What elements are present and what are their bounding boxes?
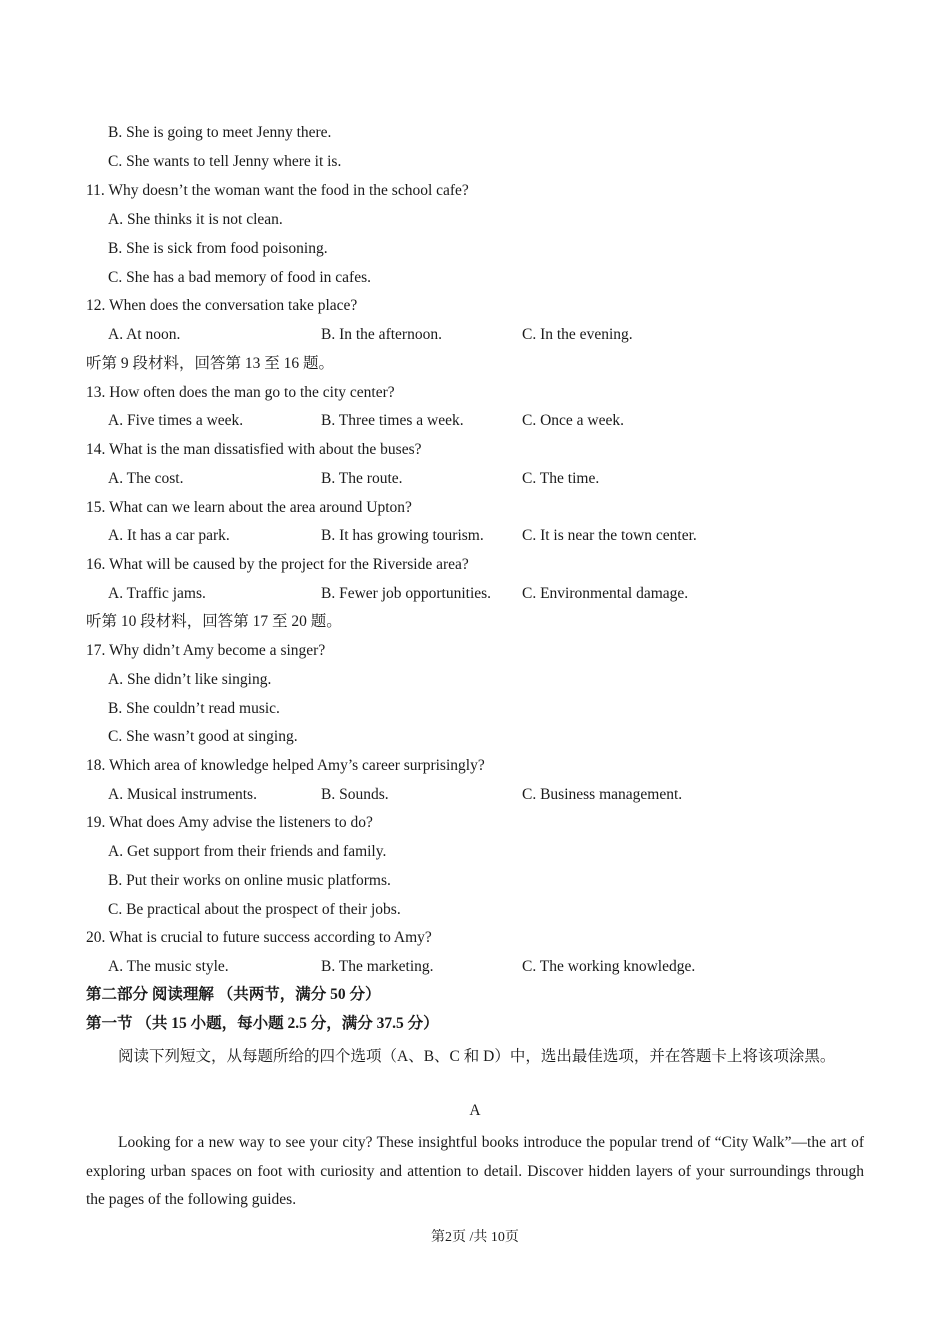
q18-option-a: A. Musical instruments. xyxy=(108,786,257,803)
q11-option-a: A. She thinks it is not clean. xyxy=(108,211,283,228)
q12-option-b: B. In the afternoon. xyxy=(321,326,442,343)
q16-option-b: B. Fewer job opportunities. xyxy=(321,585,492,602)
q13-option-b: B. Three times a week. xyxy=(321,412,464,429)
q19-option-a: A. Get support from their friends and family. xyxy=(108,843,387,860)
part2-heading: 第二部分 阅读理解 （共两节，满分 50 分） xyxy=(86,986,381,1003)
reading-direction: 阅读下列短文，从每题所给的四个选项（A、B、C 和 D）中，选出最佳选项，并在答题卡上将该项涂黑。 xyxy=(118,1048,836,1065)
q13-stem: 13. How often does the man go to the city center? xyxy=(86,384,395,401)
q14-option-b: B. The route. xyxy=(321,470,403,487)
q15-option-a: A. It has a car park. xyxy=(108,527,230,544)
material-10-instruction: 听第 10 段材料，回答第 17 至 20 题。 xyxy=(86,613,342,630)
q16-stem: 16. What will be caused by the project for the Riverside area? xyxy=(86,556,469,573)
q15-option-c: C. It is near the town center. xyxy=(522,527,697,544)
q20-stem: 20. What is crucial to future success according to Amy? xyxy=(86,929,432,946)
q19-option-b: B. Put their works on online music platforms. xyxy=(108,872,391,889)
q16-option-c: C. Environmental damage. xyxy=(522,585,689,602)
q16-option-a: A. Traffic jams. xyxy=(108,585,206,602)
page-footer: 第2页 /共 10页 xyxy=(431,1230,519,1245)
q17-option-a: A. She didn’t like singing. xyxy=(108,671,272,688)
material-9-instruction: 听第 9 段材料，回答第 13 至 16 题。 xyxy=(86,355,335,372)
q14-stem: 14. What is the man dissatisfied with about the buses? xyxy=(86,441,422,458)
passage-text: Looking for a new way to see your city? These insightful books introduce the popular trend of “City Walk”—the art of exploring urban spaces on foot with curiosity and attention to detail. Discover hidden layers of your surroundings through the pages of the following guides. xyxy=(86,1134,864,1208)
q10-option-c: C. She wants to tell Jenny where it is. xyxy=(108,153,342,170)
q10-option-b: B. She is going to meet Jenny there. xyxy=(108,124,332,141)
q17-stem: 17. Why didn’t Amy become a singer? xyxy=(86,642,326,659)
q14-option-a: A. The cost. xyxy=(108,470,184,487)
q11-option-c: C. She has a bad memory of food in cafes. xyxy=(108,269,372,286)
q14-option-c: C. The time. xyxy=(522,470,600,487)
q20-option-c: C. The working knowledge. xyxy=(522,958,696,975)
q12-option-c: C. In the evening. xyxy=(522,326,633,343)
q15-option-b: B. It has growing tourism. xyxy=(321,527,484,544)
q19-stem: 19. What does Amy advise the listeners to do? xyxy=(86,814,373,831)
section1-heading: 第一节 （共 15 小题，每小题 2.5 分，满分 37.5 分） xyxy=(86,1015,439,1032)
q13-option-c: C. Once a week. xyxy=(522,412,624,429)
q20-option-b: B. The marketing. xyxy=(321,958,434,975)
q17-option-b: B. She couldn’t read music. xyxy=(108,700,280,717)
q11-option-b: B. She is sick from food poisoning. xyxy=(108,240,328,257)
q13-option-a: A. Five times a week. xyxy=(108,412,244,429)
q12-option-a: A. At noon. xyxy=(108,326,181,343)
q18-option-c: C. Business management. xyxy=(522,786,683,803)
q20-option-a: A. The music style. xyxy=(108,958,229,975)
q18-stem: 18. Which area of knowledge helped Amy’s career surprisingly? xyxy=(86,757,485,774)
q11-stem: 11. Why doesn’t the woman want the food in the school cafe? xyxy=(86,182,469,199)
passage-label: A xyxy=(469,1102,481,1119)
q17-option-c: C. She wasn’t good at singing. xyxy=(108,728,298,745)
q18-option-b: B. Sounds. xyxy=(321,786,389,803)
q12-stem: 12. When does the conversation take place? xyxy=(86,297,358,314)
q15-stem: 15. What can we learn about the area around Upton? xyxy=(86,499,412,516)
q19-option-c: C. Be practical about the prospect of their jobs. xyxy=(108,901,401,918)
